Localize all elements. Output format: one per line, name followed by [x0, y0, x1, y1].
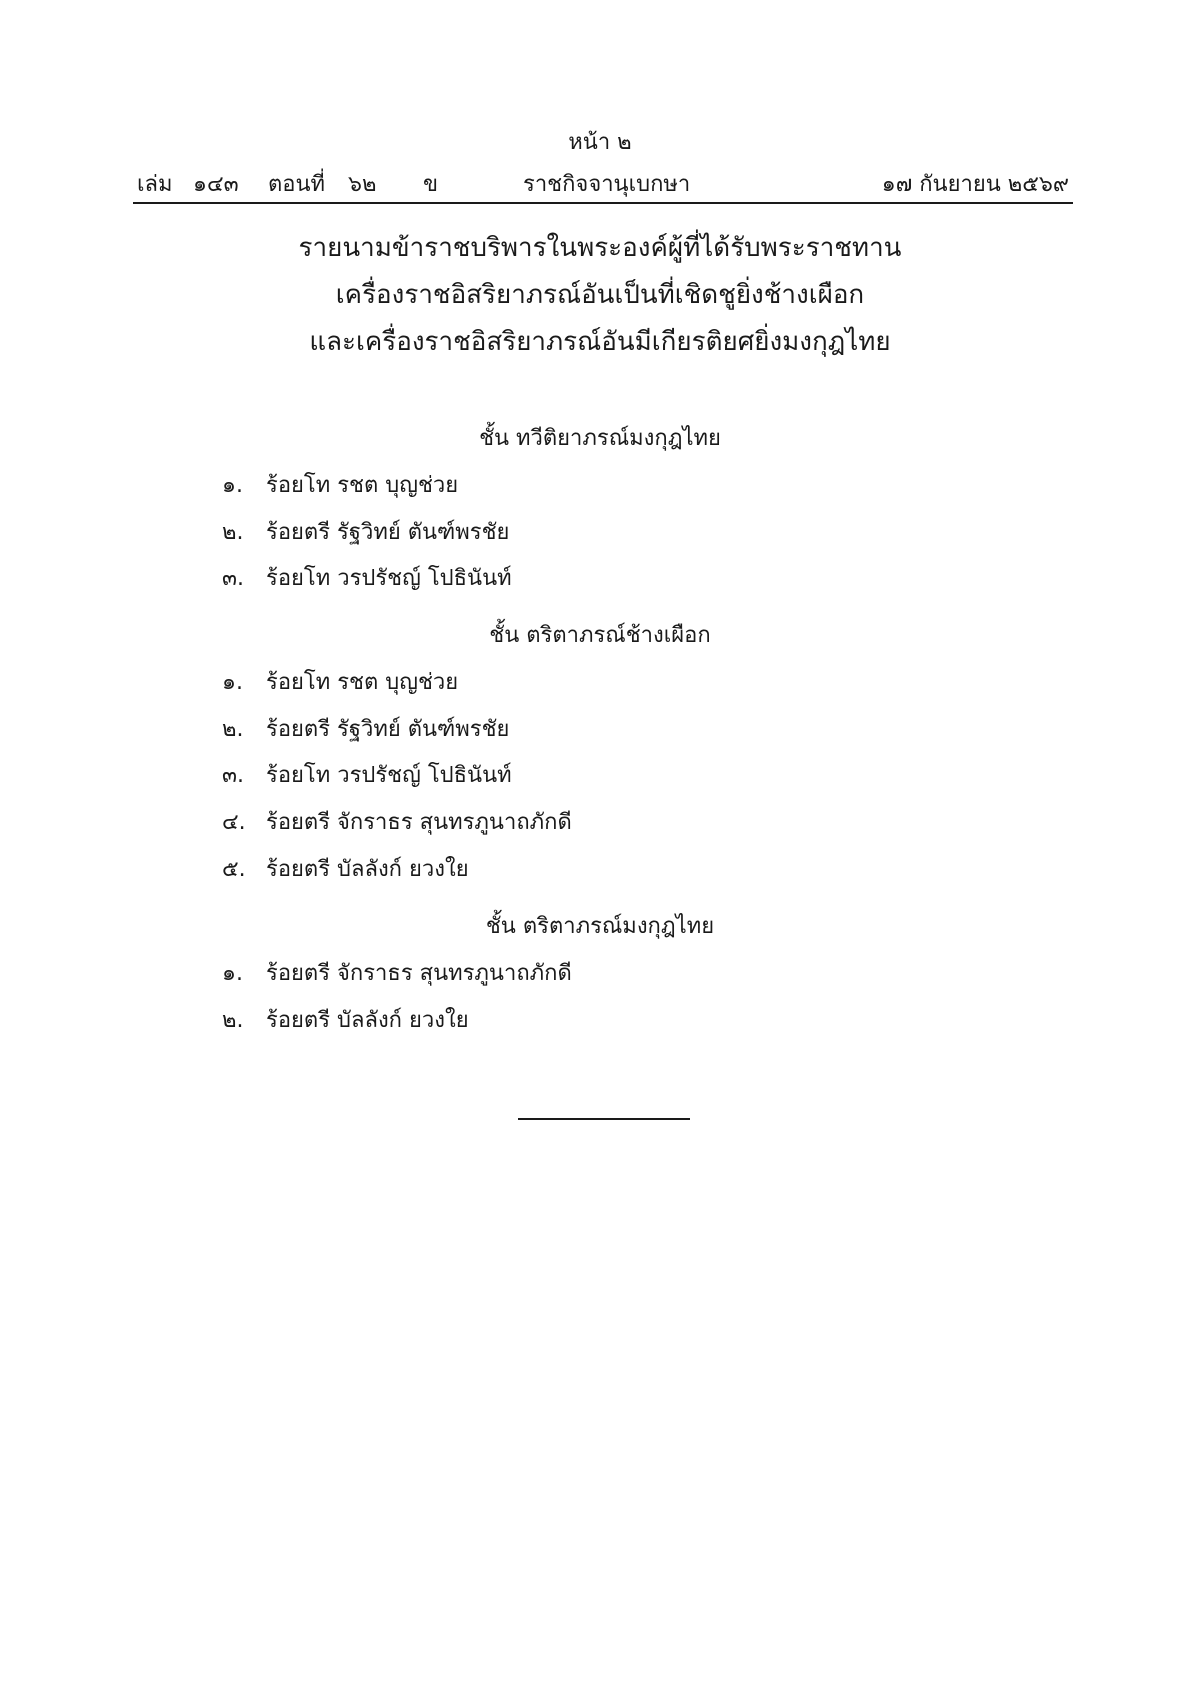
list-item	[222, 804, 572, 839]
volume-label: เล่ม	[137, 172, 173, 197]
item-name: ร้อยโท วรปรัชญ์ โปธินันท์	[266, 566, 512, 591]
list-item	[222, 467, 458, 502]
list-item	[222, 711, 509, 746]
gazette-header	[133, 162, 1073, 204]
volume-number: ๑๔๓	[193, 172, 239, 197]
list-item	[222, 664, 458, 699]
list-item	[222, 514, 509, 549]
list-item	[222, 1002, 469, 1037]
item-number: ๕.	[222, 857, 246, 882]
item-name: ร้อยโท รชต บุญช่วย	[266, 670, 459, 695]
title-line-3: และเครื่องราชอิสริยาภรณ์อันมีเกียรติยศยิ่งมงกุฎไทย	[309, 327, 891, 357]
item-name: ร้อยโท รชต บุญช่วย	[266, 473, 459, 498]
page-number: หน้า ๒	[568, 130, 632, 155]
title-line-1: รายนามข้าราชบริพารในพระองค์ผู้ที่ได้รับพระราชทาน	[298, 233, 902, 263]
issue-label: ตอนที่	[268, 172, 326, 197]
list-item	[222, 757, 512, 792]
item-number: ๑.	[222, 670, 243, 695]
item-number: ๒.	[222, 717, 244, 742]
item-name: ร้อยตรี บัลลังก์ ยวงใย	[266, 857, 469, 882]
document-title	[0, 225, 1200, 366]
end-divider	[518, 1118, 690, 1120]
item-name: ร้อยโท วรปรัชญ์ โปธินันท์	[266, 763, 512, 788]
list-item	[222, 851, 469, 886]
item-number: ๒.	[222, 1008, 244, 1033]
item-name: ร้อยตรี รัฐวิทย์ ตันฑ์พรชัย	[266, 520, 510, 545]
section-heading: ชั้น ทวีติยาภรณ์มงกุฎไทย	[479, 426, 721, 451]
title-line-2: เครื่องราชอิสริยาภรณ์อันเป็นที่เชิดชูยิ่งช้างเผือก	[335, 280, 865, 310]
issue-number: ๖๒	[348, 172, 377, 197]
list-item	[222, 560, 512, 595]
gazette-name: ราชกิจจานุเบกษา	[523, 172, 691, 197]
item-number: ๒.	[222, 520, 244, 545]
item-name: ร้อยตรี จักราธร สุนทรภูนาถภักดี	[266, 961, 572, 986]
list-item	[222, 955, 572, 990]
section-heading: ชั้น ตริตาภรณ์ช้างเผือก	[489, 623, 711, 648]
section-letter: ข	[423, 172, 439, 197]
item-name: ร้อยตรี บัลลังก์ ยวงใย	[266, 1008, 469, 1033]
item-number: ๓.	[222, 763, 245, 788]
item-number: ๓.	[222, 566, 245, 591]
item-name: ร้อยตรี จักราธร สุนทรภูนาถภักดี	[266, 810, 572, 835]
item-name: ร้อยตรี รัฐวิทย์ ตันฑ์พรชัย	[266, 717, 510, 742]
item-number: ๔.	[222, 810, 246, 835]
section-heading: ชั้น ตริตาภรณ์มงกุฎไทย	[485, 914, 715, 939]
publication-date: ๑๗ กันยายน ๒๕๖๙	[881, 172, 1069, 197]
item-number: ๑.	[222, 473, 243, 498]
item-number: ๑.	[222, 961, 243, 986]
